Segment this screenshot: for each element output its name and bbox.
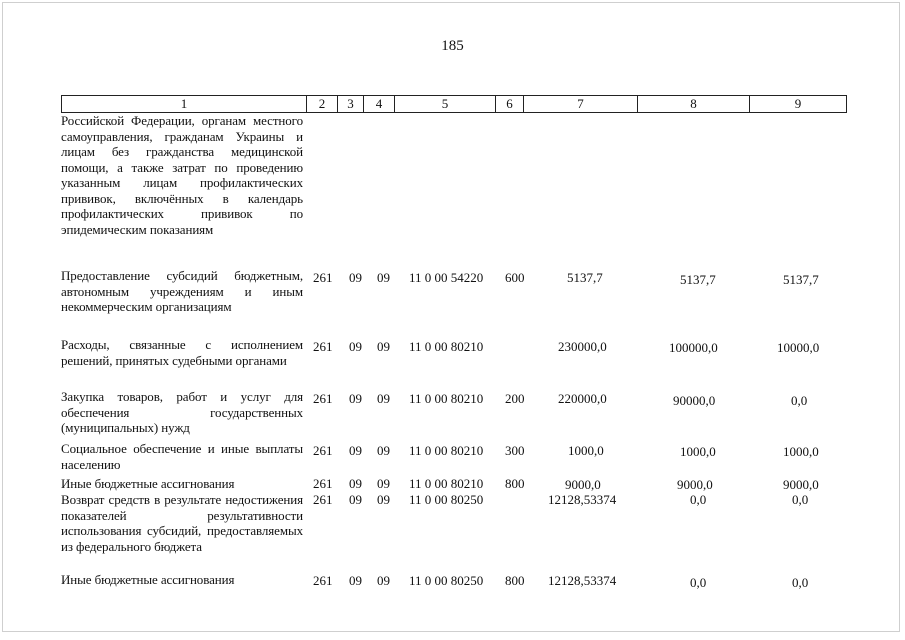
cell-section: 09 — [349, 339, 362, 354]
cell-sum-1: 9000,0 — [565, 477, 601, 492]
cell-section: 09 — [349, 443, 362, 458]
table-row — [61, 389, 847, 441]
cell-target: 11 0 00 80210 — [409, 443, 484, 458]
table-row — [61, 476, 847, 492]
cell-sum-2: 100000,0 — [669, 340, 718, 355]
cell-subsection: 09 — [377, 270, 390, 285]
cell-sum-3: 0,0 — [792, 575, 809, 590]
cell-section: 09 — [349, 391, 362, 406]
table-body — [61, 113, 847, 592]
cell-sum-2: 90000,0 — [673, 393, 716, 408]
cell-admin: 261 — [313, 270, 333, 285]
cell-subsection: 09 — [377, 443, 390, 458]
header-col-7: 7 — [524, 96, 638, 112]
cell-target: 11 0 00 80210 — [409, 476, 484, 491]
cell-subsection: 09 — [377, 391, 390, 406]
cell-type: 600 — [505, 270, 525, 285]
cell-sum-2: 5137,7 — [680, 272, 716, 287]
header-col-6: 6 — [496, 96, 524, 112]
header-col-4: 4 — [364, 96, 395, 112]
cell-section: 09 — [349, 476, 362, 491]
cell-sum-2: 0,0 — [690, 575, 707, 590]
table-row — [61, 572, 847, 592]
cell-type: 200 — [505, 391, 525, 406]
cell-subsection: 09 — [377, 573, 390, 588]
cell-sum-2: 1000,0 — [680, 444, 716, 459]
cell-admin: 261 — [313, 476, 333, 491]
cell-type: 800 — [505, 476, 525, 491]
cell-sum-1: 1000,0 — [568, 443, 604, 458]
cell-admin: 261 — [313, 573, 333, 588]
header-col-3: 3 — [338, 96, 364, 112]
table-row — [61, 441, 847, 476]
cell-target: 11 0 00 54220 — [409, 270, 484, 285]
cell-subsection: 09 — [377, 339, 390, 354]
cell-sum-3: 5137,7 — [783, 272, 819, 287]
header-col-1: 1 — [62, 96, 307, 112]
table-header — [61, 95, 847, 113]
cell-sum-1: 12128,53374 — [548, 573, 617, 588]
cell-admin: 261 — [313, 339, 333, 354]
cell-target: 11 0 00 80250 — [409, 492, 484, 507]
cell-sum-3: 9000,0 — [783, 477, 819, 492]
cell-sum-1: 230000,0 — [558, 339, 607, 354]
row-name: Предоставление субсидий бюджетным, автономным учреждениям и иным некоммерческим организациям — [61, 268, 303, 314]
cell-section: 09 — [349, 573, 362, 588]
page-number: 185 — [441, 38, 464, 54]
table-row — [61, 337, 847, 389]
cell-sum-3: 0,0 — [792, 492, 809, 507]
cell-sum-1: 5137,7 — [567, 270, 603, 285]
table-row — [61, 492, 847, 572]
cell-target: 11 0 00 80210 — [409, 339, 484, 354]
cell-sum-2: 9000,0 — [677, 477, 713, 492]
cell-admin: 261 — [313, 443, 333, 458]
header-col-9: 9 — [794, 96, 802, 111]
cell-sum-2: 0,0 — [690, 492, 707, 507]
cell-subsection: 09 — [377, 492, 390, 507]
cell-sum-3: 1000,0 — [783, 444, 819, 459]
row-name: Иные бюджетные ассигнования — [61, 476, 235, 491]
cell-sum-1: 220000,0 — [558, 391, 607, 406]
row-name: Закупка товаров, работ и услуг для обеспечения государственных (муниципальных) нужд — [61, 389, 303, 435]
cell-sum-3: 0,0 — [791, 393, 808, 408]
cell-type: 800 — [505, 573, 525, 588]
header-col-5: 5 — [395, 96, 496, 112]
cell-section: 09 — [349, 492, 362, 507]
cell-sum-1: 12128,53374 — [548, 492, 617, 507]
cell-admin: 261 — [313, 391, 333, 406]
cell-section: 09 — [349, 270, 362, 285]
row-name: Иные бюджетные ассигнования — [61, 572, 235, 587]
header-col-2: 2 — [307, 96, 338, 112]
cell-target: 11 0 00 80210 — [409, 391, 484, 406]
cell-target: 11 0 00 80250 — [409, 573, 484, 588]
header-col-8: 8 — [638, 96, 750, 112]
row-name: Российской Федерации, органам местного самоуправления, гражданам Украины и лицам без гражданства медицинской помощи, а также затрат по проведению указанным лицам профилактических прививок, включённых в календарь профилактических прививок по эпидемическим показаниям — [61, 113, 303, 237]
row-name: Социальное обеспечение и иные выплаты населению — [61, 441, 303, 472]
row-name: Возврат средств в результате недостижения показателей результативности использования субсидий, предоставляемых из федерального бюджета — [61, 492, 303, 554]
table-row — [61, 268, 847, 337]
cell-sum-3: 10000,0 — [777, 340, 820, 355]
row-name: Расходы, связанные с исполнением решений, принятых судебными органами — [61, 337, 303, 368]
cell-subsection: 09 — [377, 476, 390, 491]
cell-type: 300 — [505, 443, 525, 458]
table-row — [61, 113, 847, 268]
cell-admin: 261 — [313, 492, 333, 507]
